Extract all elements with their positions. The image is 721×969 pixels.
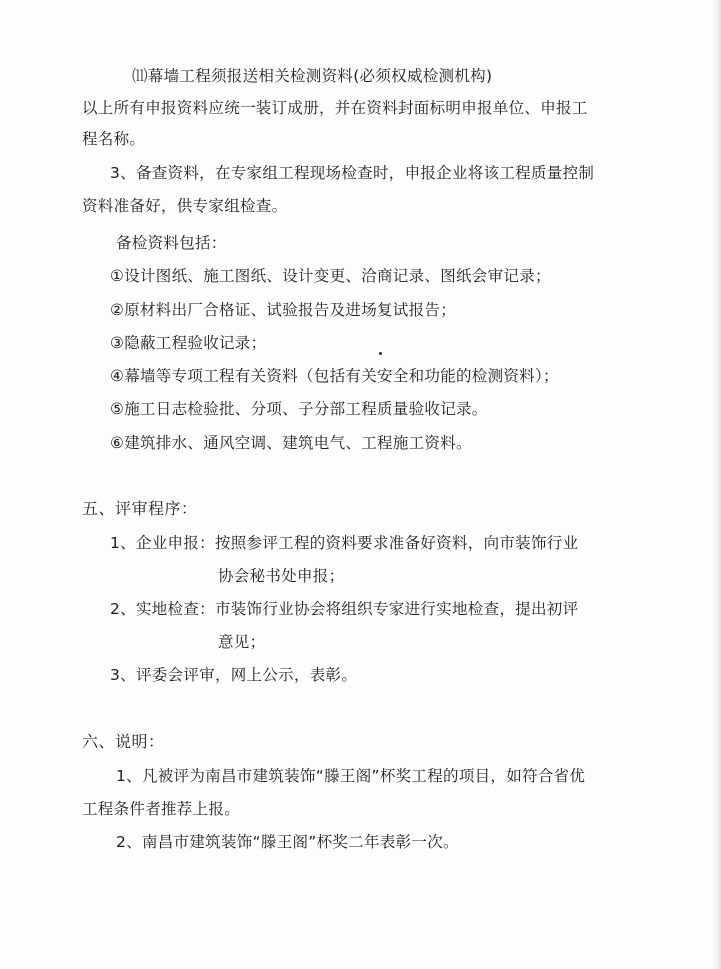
section6-item2: 2、南昌市建筑装饰“滕王阁”杯奖二年表彰一次。 xyxy=(116,833,459,851)
doc-line-check-6: ⑥建筑排水、通风空调、建筑电气、工程施工资料。 xyxy=(110,434,472,452)
doc-line-check-4: ④幕墙等专项工程有关资料（包括有关安全和功能的检测资料）； xyxy=(110,367,559,385)
section5-item1-cont: 协会秘书处申报； xyxy=(218,567,345,585)
section6-item1-cont: 工程条件者推荐上报。 xyxy=(82,800,241,818)
doc-line-checklist-intro: 备检资料包括： xyxy=(116,234,227,252)
section5-item1: 1、企业申报：按照参评工程的资料要求准备好资料，向市装饰行业 xyxy=(110,534,579,552)
section5-item3: 3、评委会评审，网上公示，表彰。 xyxy=(110,666,358,684)
section5-item2-cont: 意见； xyxy=(218,633,266,651)
doc-line-check-1: ①设计图纸、施工图纸、设计变更、洽商记录、图纸会审记录； xyxy=(110,267,551,285)
doc-line-item3-cont: 资料准备好，供专家组检查。 xyxy=(82,197,288,215)
doc-line-summary-cont: 程名称。 xyxy=(82,130,146,148)
doc-line-check-3: ③隐蔽工程验收记录； xyxy=(110,334,267,352)
section5-item2: 2、实地检查：市装饰行业协会将组织专家进行实地检查，提出初评 xyxy=(110,600,579,618)
section5-heading: 五、评审程序： xyxy=(82,499,198,518)
section6-heading: 六、说明： xyxy=(82,732,165,751)
doc-line-check-5: ⑤施工日志检验批、分项、子分部工程质量验收记录。 xyxy=(110,400,488,418)
section6-item1: 1、凡被评为南昌市建筑装饰“滕王阁”杯奖工程的项目，如符合省优 xyxy=(116,767,586,785)
doc-line-check-2: ②原材料出厂合格证、试验报告及进场复试报告； xyxy=(110,301,456,319)
doc-line-summary: 以上所有申报资料应统一装订成册，并在资料封面标明申报单位、申报工 xyxy=(82,99,588,117)
doc-line-11: ⑾幕墙工程须报送相关检测资料(必须权威检测机构) xyxy=(132,67,493,85)
scan-edge-shadow xyxy=(711,0,721,969)
doc-line-item3: 3、备查资料，在专家组工程现场检查时，申报企业将该工程质量控制 xyxy=(110,164,595,182)
scan-speck xyxy=(379,352,382,355)
